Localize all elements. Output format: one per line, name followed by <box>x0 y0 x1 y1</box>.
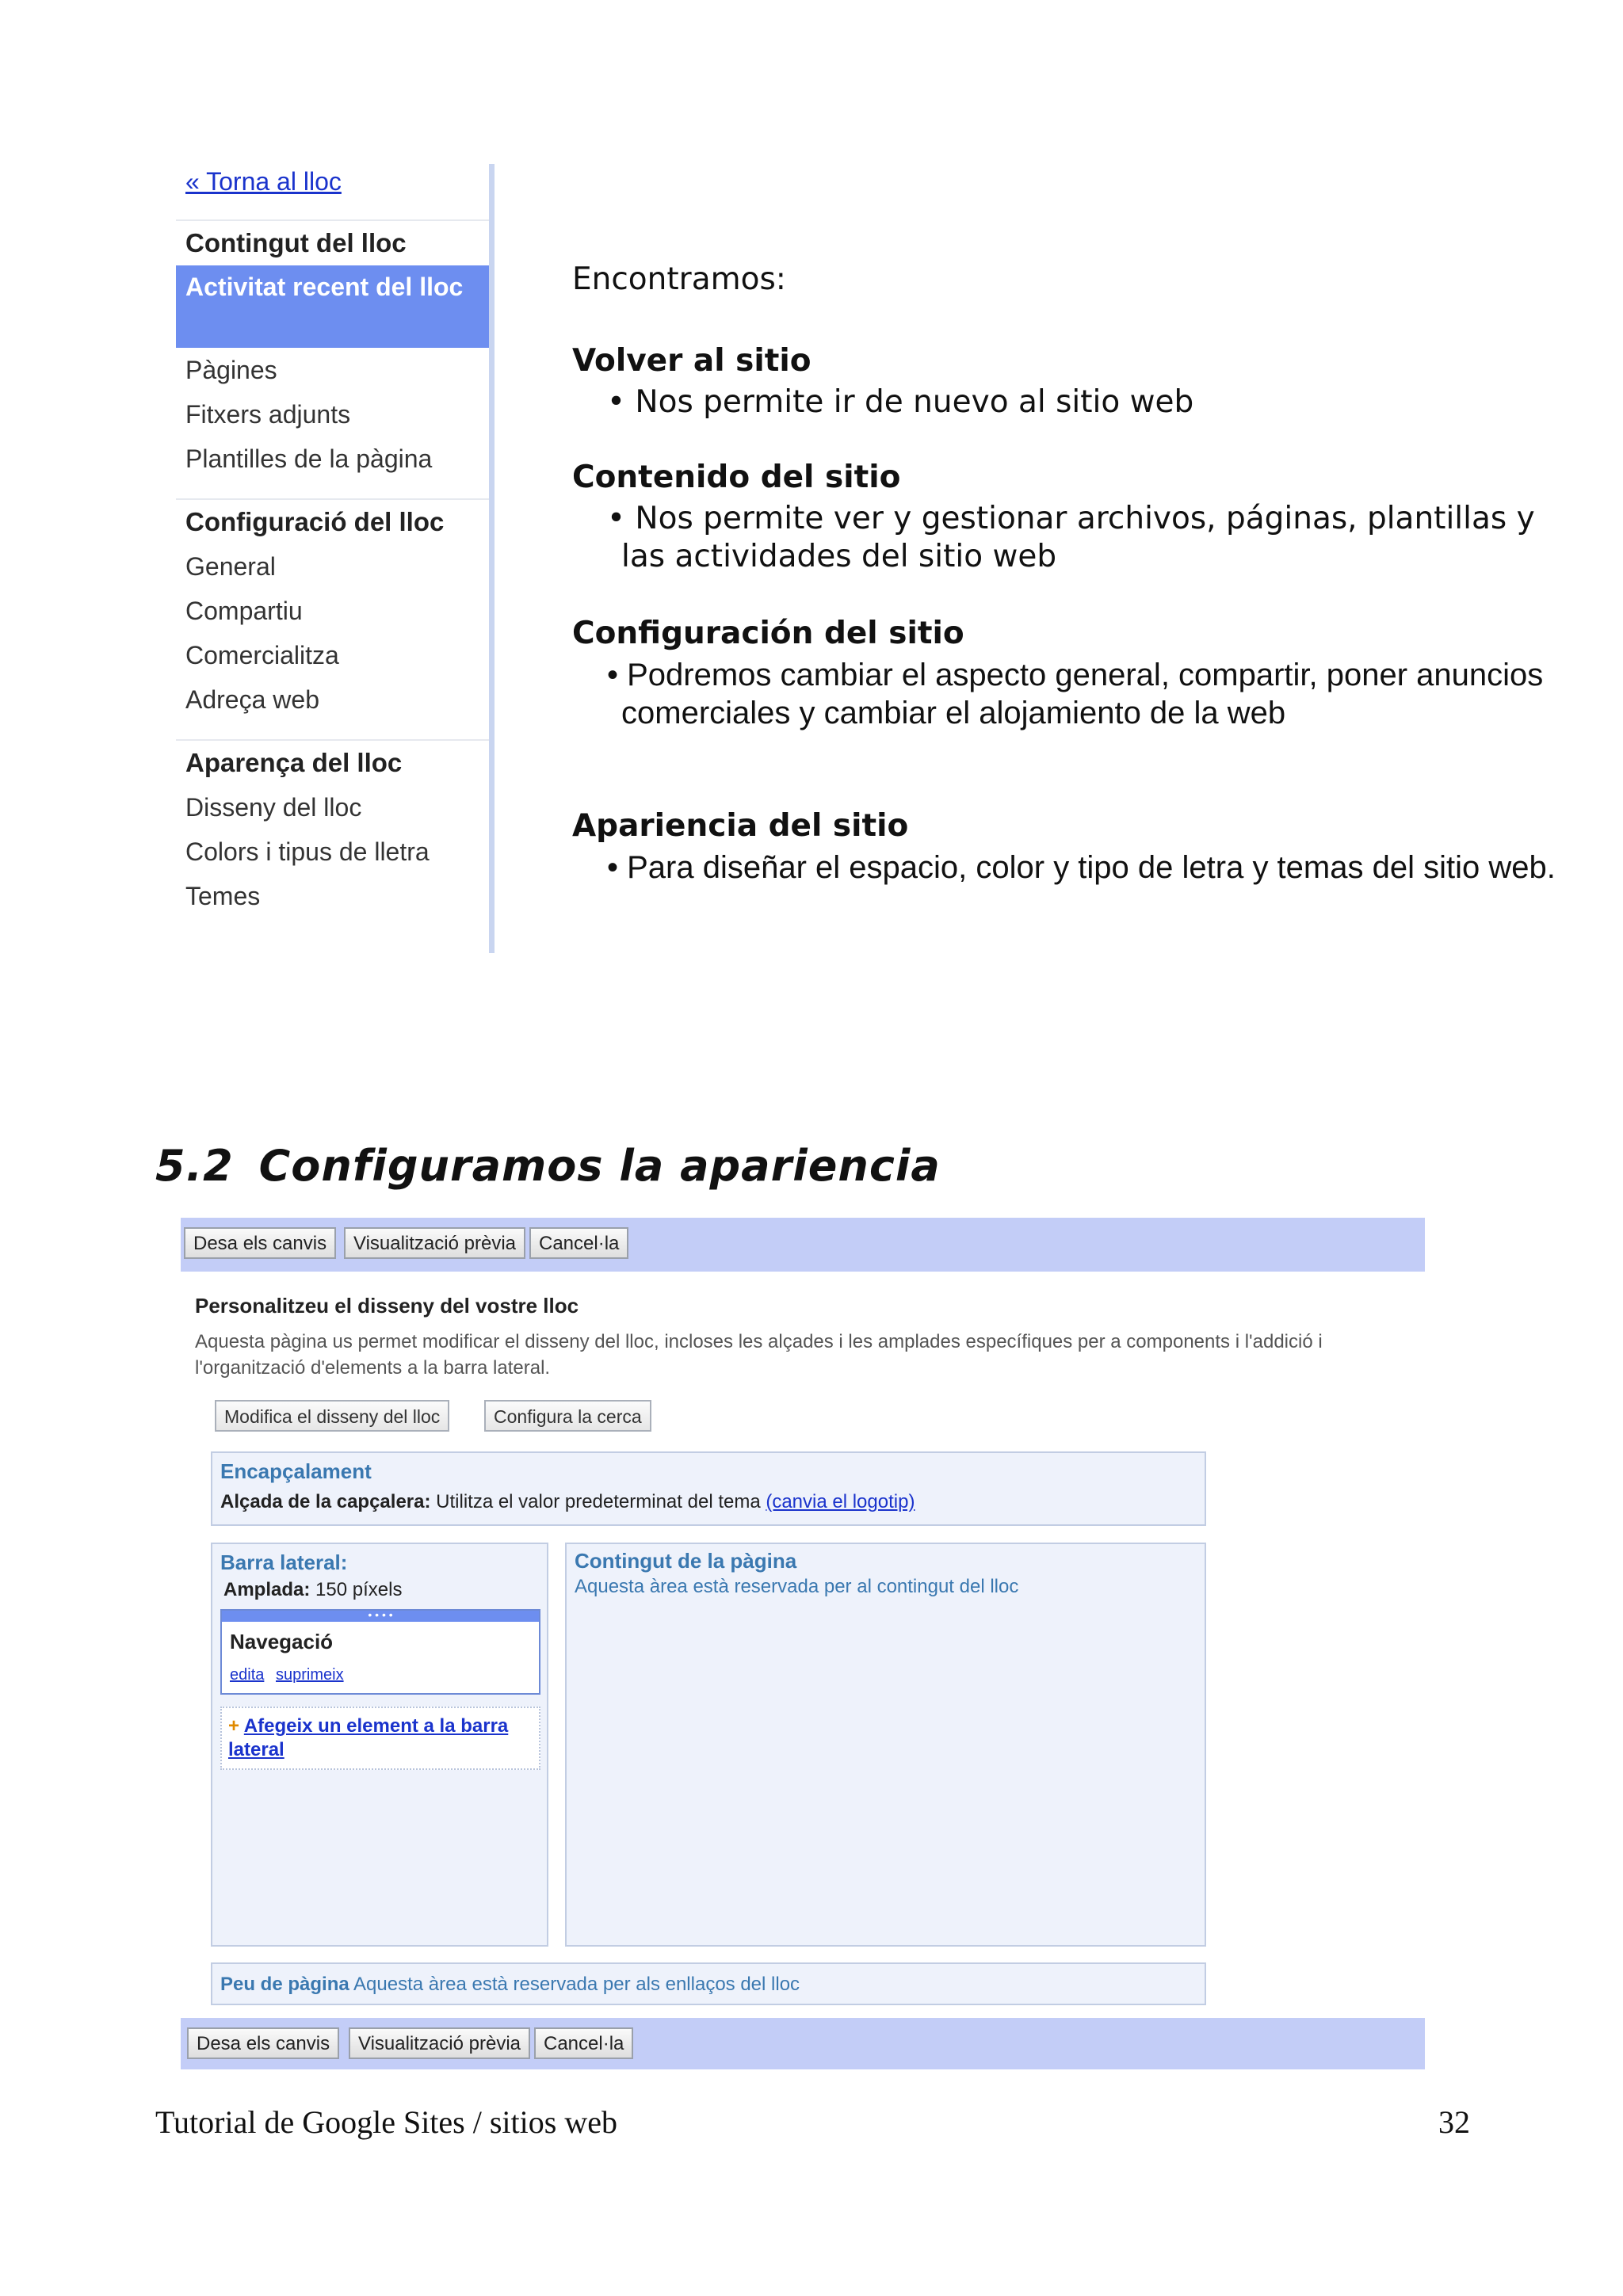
back-to-site-link[interactable]: « Torna al lloc <box>185 167 342 196</box>
preview-button[interactable]: Visualització prèvia <box>344 1227 525 1259</box>
footer-panel-row: Peu de pàgina Aquesta àrea està reservada per als enllaços del lloc <box>220 1974 800 1995</box>
section-number: 5.2 <box>155 1141 234 1191</box>
save-changes-button[interactable]: Desa els canvis <box>187 2027 339 2059</box>
editor-toolbar-bottom <box>181 2018 1425 2069</box>
footer-panel[interactable] <box>211 1962 1206 2005</box>
preview-button[interactable]: Visualització prèvia <box>349 2027 530 2059</box>
sidebar-item-recent-activity[interactable]: Activitat recent del lloc <box>176 265 489 348</box>
sidebar-item-themes[interactable]: Temes <box>185 882 261 910</box>
sidebar-group-appearance <box>176 739 489 918</box>
section-bullet: • Nos permite ver y gestionar archivos, páginas, plantillas y las actividades del sitio web <box>607 501 1535 574</box>
section-bullet: • Nos permite ir de nuevo al sitio web <box>607 384 1194 420</box>
editor-title: Personalitzeu el disseny del vostre lloc <box>195 1294 579 1318</box>
sidebar-group-header: Aparença del lloc <box>185 748 403 777</box>
section-bullet: • Para diseñar el espacio, color y tipo de letra y temas del sitio web. <box>607 850 1556 885</box>
page-footer-title: Tutorial de Google Sites / sitios web <box>155 2104 617 2140</box>
section-title: Volver al sitio <box>572 343 812 379</box>
page-number: 32 <box>1438 2104 1470 2140</box>
section-heading <box>155 1141 941 1191</box>
content-panel-title: Contingut de la pàgina <box>575 1549 797 1573</box>
sidebar-group-header: Configuració del lloc <box>185 507 445 536</box>
header-panel-title: Encapçalament <box>220 1459 372 1483</box>
add-sidebar-element-link[interactable]: Afegeix un element a la barra lateral <box>228 1715 509 1760</box>
save-changes-button[interactable]: Desa els canvis <box>184 1227 336 1259</box>
sidebar-width-row: Amplada: 150 píxels <box>223 1579 403 1600</box>
editor-toolbar-top <box>181 1218 1425 1272</box>
sidebar-item-colors-fonts[interactable]: Colors i tipus de lletra <box>185 837 430 866</box>
sidebar-divider <box>489 164 495 953</box>
layout-editor <box>181 1218 1425 2069</box>
sidebar-panel[interactable] <box>211 1543 548 1947</box>
section-site-settings <box>572 616 1571 732</box>
sidebar-panel-title: Barra lateral: <box>220 1550 348 1574</box>
section-back-to-site <box>572 343 1571 421</box>
change-logo-link[interactable]: (canvia el logotip) <box>766 1491 915 1512</box>
editor-description: Aquesta pàgina us permet modificar el disseny del lloc, incloses les alçades i les amplades específiques per a components i l'addició i l'organització d'elements a la barra lateral. <box>195 1331 1323 1379</box>
sidebar-item-pages[interactable]: Pàgines <box>185 356 277 384</box>
sidebar-item-attachments[interactable]: Fitxers adjunts <box>185 400 351 429</box>
sidebar-group-settings <box>176 498 489 722</box>
modify-layout-button[interactable]: Modifica el disseny del lloc <box>215 1400 449 1432</box>
cancel-button[interactable]: Cancel·la <box>534 2027 633 2059</box>
page-content-panel[interactable] <box>565 1543 1206 1947</box>
navigation-gadget[interactable] <box>220 1609 540 1695</box>
sidebar-item-web-address[interactable]: Adreça web <box>185 685 319 714</box>
section-bullet: • Podremos cambiar el aspecto general, compartir, poner anuncios comerciales y cambiar el alojamiento de la web <box>607 658 1544 730</box>
section-title: Apariencia del sitio <box>572 808 909 844</box>
section-title: Configuración del sitio <box>572 616 964 651</box>
header-panel[interactable] <box>211 1451 1206 1526</box>
sidebar-group-content <box>176 219 489 481</box>
plus-icon: + <box>228 1715 240 1737</box>
section-heading-title: Configuramos la apariencia <box>258 1141 941 1191</box>
delete-link[interactable]: suprimeix <box>276 1666 344 1684</box>
sidebar-item-general[interactable]: General <box>185 552 276 581</box>
sidebar-item-monetize[interactable]: Comercialitza <box>185 641 339 669</box>
navigation-gadget-title: Navegació <box>230 1630 334 1653</box>
drag-handle-icon[interactable]: • • • • <box>222 1611 539 1622</box>
sidebar-item-site-layout[interactable]: Disseny del lloc <box>185 793 362 822</box>
cancel-button[interactable]: Cancel·la <box>529 1227 628 1259</box>
configure-search-button[interactable]: Configura la cerca <box>484 1400 651 1432</box>
header-height-row: Alçada de la capçalera: Utilitza el valor predeterminat del tema (canvia el logotip) <box>220 1491 915 1512</box>
add-sidebar-element[interactable] <box>220 1707 540 1770</box>
edit-link[interactable]: edita <box>230 1666 265 1684</box>
intro-text: Encontramos: <box>572 261 786 297</box>
section-site-content <box>572 460 1571 576</box>
section-title: Contenido del sitio <box>572 460 901 495</box>
sidebar-group-header: Contingut del lloc <box>185 228 407 257</box>
sidebar-item-sharing[interactable]: Compartiu <box>185 597 303 625</box>
site-manage-sidebar <box>176 164 493 953</box>
section-site-appearance <box>572 808 1571 887</box>
content-panel-text: Aquesta àrea està reservada per al contingut del lloc <box>575 1576 1019 1597</box>
sidebar-item-page-templates[interactable]: Plantilles de la pàgina <box>185 444 433 473</box>
explanation-text <box>572 261 1571 885</box>
